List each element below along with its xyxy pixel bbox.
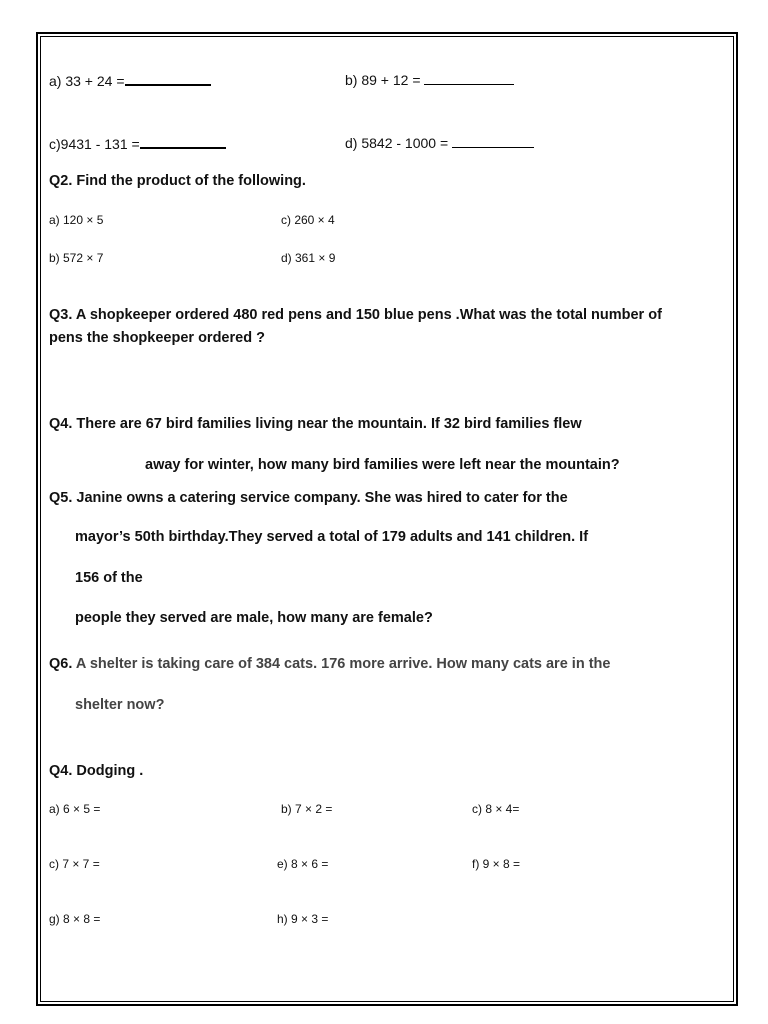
q5-line2: mayor’s 50th birthday.They served a total of 179 adults and 141 children. If	[75, 529, 589, 545]
dodging-heading: Q4. Dodging .	[49, 763, 144, 779]
q6-line2: shelter now?	[75, 697, 165, 713]
q3-line1: Q3. A shopkeeper ordered 480 red pens and 150 blue pens .What was the total number of	[49, 307, 662, 323]
dodging-a: a) 6 × 5 =	[49, 802, 101, 816]
q2-item-a: a) 120 × 5	[49, 213, 104, 227]
dodging-e: e) 8 × 6 =	[277, 857, 329, 871]
q4-line2: away for winter, how many bird families were left near the mountain?	[145, 457, 620, 473]
q5-line3: 156 of the	[75, 570, 143, 586]
q1-c	[49, 133, 226, 153]
q6-text: A shelter is taking care of 384 cats. 176 more arrive. How many cats are in the	[72, 656, 611, 672]
dodging-h: h) 9 × 3 =	[277, 912, 329, 926]
q1-c-blank[interactable]	[140, 133, 226, 149]
q2-item-c: c) 260 × 4	[281, 213, 335, 227]
q3-line2: pens the shopkeeper ordered ?	[49, 330, 265, 346]
q1-a-blank[interactable]	[125, 70, 211, 86]
dodging-c1: c) 8 × 4=	[472, 802, 520, 816]
q2-item-d: d) 361 × 9	[281, 251, 336, 265]
q1-d	[345, 133, 534, 152]
q4-line1: Q4. There are 67 bird families living near the mountain. If 32 bird families flew	[49, 416, 582, 432]
q1-b-blank[interactable]	[424, 70, 514, 85]
q1-b	[345, 70, 514, 89]
q6-line1	[49, 656, 610, 673]
q1-c-text: c)9431 - 131 =	[49, 136, 140, 152]
dodging-c2: c) 7 × 7 =	[49, 857, 100, 871]
q5-line1: Q5. Janine owns a catering service company. She was hired to cater for the	[49, 490, 568, 506]
q1-a-text: a) 33 + 24 =	[49, 73, 125, 89]
dodging-g: g) 8 × 8 =	[49, 912, 101, 926]
q2-item-b: b) 572 × 7	[49, 251, 104, 265]
q1-b-text: b) 89 + 12 =	[345, 72, 421, 88]
q6-label: Q6.	[49, 656, 73, 672]
q1-a	[49, 70, 211, 90]
q1-d-text: d) 5842 - 1000 =	[345, 135, 449, 151]
q2-heading: Q2. Find the product of the following.	[49, 173, 306, 189]
dodging-b: b) 7 × 2 =	[281, 802, 333, 816]
dodging-f: f) 9 × 8 =	[472, 857, 521, 871]
q5-line4: people they served are male, how many are female?	[75, 610, 433, 626]
q1-d-blank[interactable]	[452, 133, 534, 148]
